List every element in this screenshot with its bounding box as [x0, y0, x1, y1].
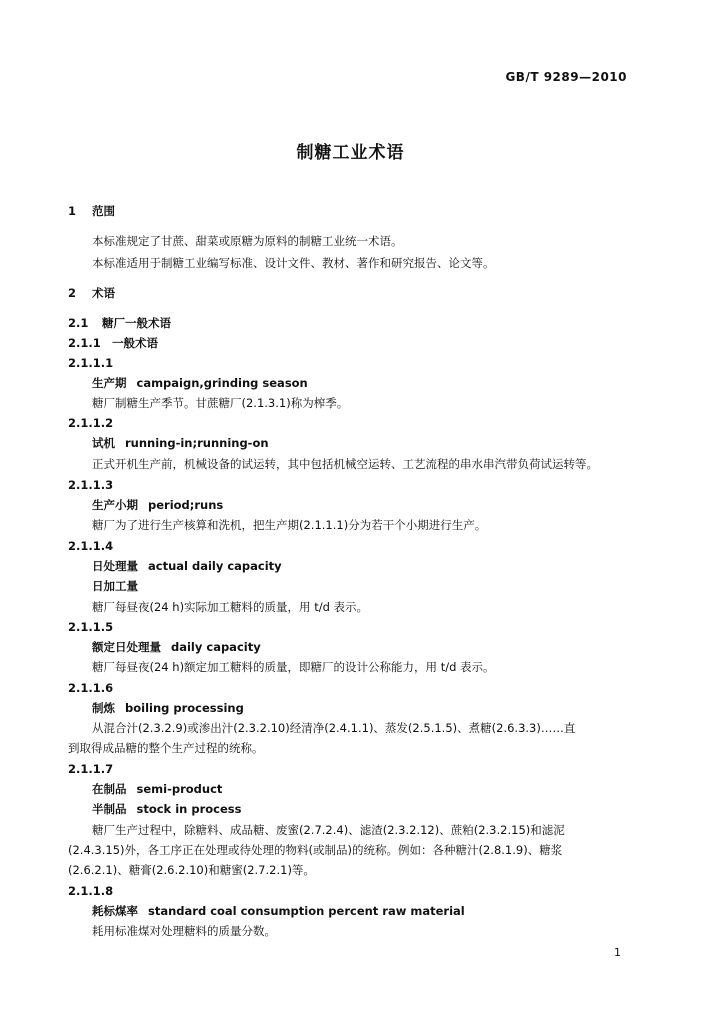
definition: 正式开机生产前，机械设备的试运转，其中包括机械空运转、工艺流程的串水串汽带负荷试运转等。: [92, 457, 598, 471]
entry-number: 2.1.1.3: [68, 478, 114, 492]
term: [92, 559, 282, 573]
definition-line: 糖厂生产过程中，除糖料、成品糖、废蜜(2.7.2.4)、滤渣(2.3.2.12)、蔗粕(2.3.2.15)和滤泥: [92, 823, 565, 837]
paragraph: 本标准适用于制糖工业编写标准、设计文件、教材、著作和研究报告、论文等。: [92, 256, 495, 270]
term-cn: 耗标煤率: [92, 904, 138, 918]
term-en: campaign,grinding season: [136, 376, 308, 390]
term-en: period;runs: [148, 498, 224, 512]
definition-line: (2.6.2.1)、糖膏(2.6.2.10)和糖蜜(2.7.2.1)等。: [68, 863, 315, 877]
entry-number: 2.1.1.8: [68, 884, 114, 898]
entry-number: 2.1.1.6: [68, 681, 114, 695]
section-title: 术语: [92, 286, 115, 300]
entry-number: 2.1.1.2: [68, 416, 114, 430]
entry-number: 2.1.1.5: [68, 620, 114, 634]
section-title: 范围: [92, 204, 115, 218]
document-title: 制糖工业术语: [296, 143, 405, 163]
term-en: standard coal consumption percent raw material: [148, 904, 465, 918]
section-number: 2.1.1: [68, 336, 101, 350]
term-en: semi-product: [136, 782, 223, 796]
definition: 糖厂每昼夜(24 h)额定加工糖料的质量，即糖厂的设计公称能力，用 t/d 表示。: [92, 660, 495, 674]
page-number: 1: [614, 946, 621, 959]
term-cn: 生产小期: [92, 498, 138, 512]
term: [92, 701, 244, 715]
term-en: actual daily capacity: [148, 559, 282, 573]
section-number: 1: [68, 204, 77, 218]
definition: 耗用标准煤对处理糖料的质量分数。: [92, 924, 276, 938]
term-cn: 额定日处理量: [92, 640, 161, 654]
section-title: 一般术语: [112, 336, 158, 350]
term-synonym: [92, 802, 241, 816]
term: [92, 904, 465, 918]
paragraph: 本标准规定了甘蔗、甜菜或原糖为原料的制糖工业统一术语。: [92, 234, 403, 248]
definition: 糖厂每昼夜(24 h)实际加工糖料的质量，用 t/d 表示。: [92, 600, 369, 614]
section-number: 2.1: [68, 316, 89, 330]
term-cn: 制炼: [92, 701, 115, 715]
definition-line: (2.4.3.15)外，各工序正在处理或待处理的物料(或制品)的统称。例如：各种糖汁(2.8.1.9)、糖浆: [68, 843, 563, 857]
definition: 糖厂为了进行生产核算和洗机，把生产期(2.1.1.1)分为若干个小期进行生产。: [92, 518, 487, 532]
term: [92, 436, 269, 450]
term-cn: 试机: [92, 436, 115, 450]
term-cn: 日处理量: [92, 559, 138, 573]
entry-number: 2.1.1.1: [68, 356, 114, 370]
term-cn: 半制品: [92, 802, 127, 816]
term: [92, 782, 222, 796]
term-en: boiling processing: [125, 701, 244, 715]
standard-number: GB/T 9289—2010: [505, 70, 627, 84]
definition: 糖厂制糖生产季节。甘蔗糖厂(2.1.3.1)称为榨季。: [92, 396, 349, 410]
section-number: 2: [68, 286, 77, 300]
entry-number: 2.1.1.7: [68, 762, 114, 776]
definition-line: 到取得成品糖的整个生产过程的统称。: [68, 741, 264, 755]
term-cn: 生产期: [92, 376, 127, 390]
term-synonym: 日加工量: [92, 579, 138, 593]
term-en: running-in;running-on: [125, 436, 269, 450]
term: [92, 498, 223, 512]
term-en: stock in process: [136, 802, 242, 816]
term: [92, 376, 308, 390]
definition-line: 从混合汁(2.3.2.9)或渗出汁(2.3.2.10)经清净(2.4.1.1)、蒸发(2.5.1.5)、煮糖(2.6.3.3)……直: [92, 721, 576, 735]
entry-number: 2.1.1.4: [68, 539, 114, 553]
term-cn: 在制品: [92, 782, 127, 796]
section-title: 糖厂一般术语: [102, 316, 171, 330]
term: [92, 640, 261, 654]
term-en: daily capacity: [171, 640, 261, 654]
